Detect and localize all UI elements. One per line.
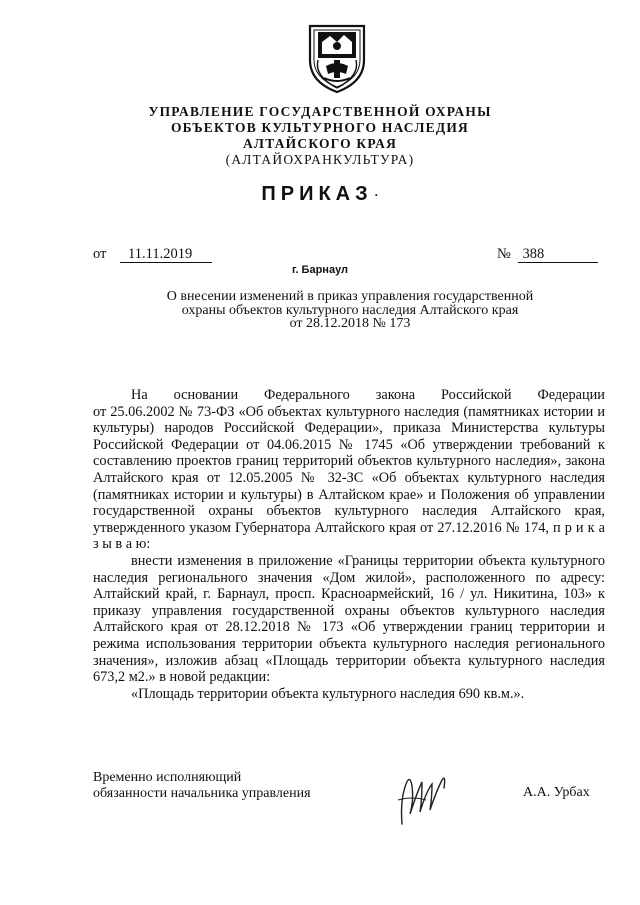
date-prefix: от xyxy=(93,246,107,262)
para1-word: Федерального xyxy=(264,387,350,403)
number-prefix: № xyxy=(497,246,511,262)
para1-word: Федерации xyxy=(537,387,605,403)
signatory-name: А.А. Урбах xyxy=(523,785,590,800)
order-subject xyxy=(150,290,550,331)
paragraph-1: от 25.06.2002 № 73-ФЗ «Об объектах культурного наследия (памятниках истории и культуры) народов Российской Федерации», приказа Министерства культуры Российской Федерации от 04.06.2015 № 1745 «Об утверждении требований к составлению проектов границ территорий объектов культурного наследия», закона Алтайского края от 12.05.2005 № 32-ЗС «Об объектах культурного наследия (памятниках истории и культуры) в Алтайском крае» и Положения об управлении государственной охраны объектов культурного наследия Алтайского края, утвержденного указом Губернатора Алтайского края от 27.12.2016 № 174, п р и к а з ы в а ю: xyxy=(93,403,605,553)
handwritten-signature xyxy=(392,770,456,828)
para1-first-line xyxy=(93,387,605,404)
document-type-title xyxy=(0,183,640,206)
para1-word: основании xyxy=(173,387,239,403)
subject-line1: О внесении изменений в приказ управления государственной xyxy=(166,289,534,304)
position-line2: обязанности начальника управления xyxy=(93,785,311,801)
para1-word: Российской xyxy=(441,387,512,403)
date-value: 11.11.2019 xyxy=(120,246,212,263)
document-type-label: ПРИКАЗ xyxy=(261,183,373,205)
subject-line2: охраны объектов культурного наследия Алтайского края xyxy=(181,302,519,318)
position-line1: Временно исполняющий xyxy=(93,770,242,785)
subject-line3: от 28.12.2018 № 173 xyxy=(289,316,411,331)
signatory-position xyxy=(93,770,311,801)
org-name-line3: АЛТАЙСКОГО КРАЯ xyxy=(242,136,398,151)
order-date xyxy=(93,246,212,263)
coat-of-arms-emblem xyxy=(304,20,370,96)
order-number xyxy=(497,246,598,263)
paragraph-2: внести изменения в приложение «Границы территории объекта культурного наследия регионального значения «Дом жилой», расположенного по адресу: Алтайский край, г. Барнаул, просп. Красноармейский, 16 / ул. Никитина, 103» к приказу управления государственной охраны объектов культурного наследия Алтайского края от 28.12.2018 № 173 «Об утверждении границ территории и режима использования территории объекта культурного наследия регионального значения», изложив абзац «Площадь территории объекта культурного наследия 673,2 м2.» в новой редакции: xyxy=(93,552,605,686)
number-value: 388 xyxy=(518,246,598,263)
para1-word: закона xyxy=(375,387,416,403)
paragraph-3: «Площадь территории объекта культурного наследия 690 кв.м.». xyxy=(131,685,525,702)
org-name-line1: УПРАВЛЕНИЕ ГОСУДАРСТВЕННОЙ ОХРАНЫ xyxy=(148,104,492,119)
order-body xyxy=(93,387,605,702)
para1-word: На xyxy=(131,387,148,403)
document-type-mark: · xyxy=(374,187,379,202)
org-name-line2: ОБЪЕКТОВ КУЛЬТУРНОГО НАСЛЕДИЯ xyxy=(170,120,470,135)
org-abbreviation: (АЛТАЙОХРАНКУЛЬТУРА) xyxy=(225,152,415,167)
city: г. Барнаул xyxy=(291,264,349,276)
